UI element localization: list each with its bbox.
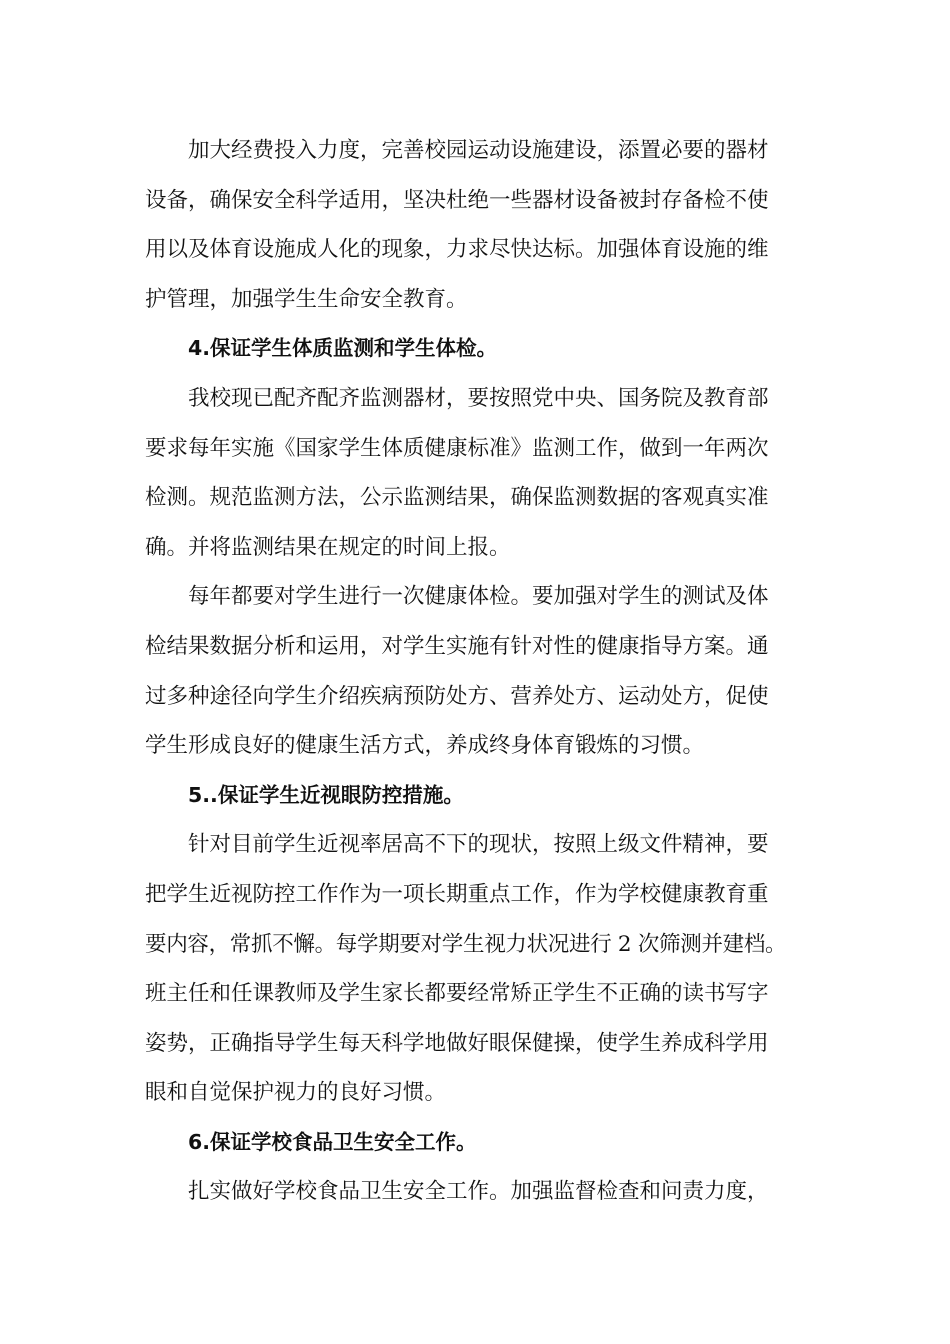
paragraph-line: 过多种途径向学生介绍疾病预防处方、营养处方、运动处方，促使	[145, 683, 769, 709]
paragraph-line: 护管理，加强学生生命安全教育。	[145, 286, 468, 312]
paragraph-line: 我校现已配齐配齐监测器材，要按照党中央、国务院及教育部	[188, 385, 769, 411]
paragraph-line: 检测。规范监测方法，公示监测结果，确保监测数据的客观真实准	[145, 485, 769, 511]
paragraph-line: 设备，确保安全科学适用，坚决杜绝一些器材设备被封存备检不使	[145, 187, 769, 213]
section-heading: 6.保证学校食品卫生安全工作。	[188, 1129, 477, 1154]
paragraph-line: 检结果数据分析和运用，对学生实施有针对性的健康指导方案。通	[145, 633, 769, 659]
section-heading: 4.保证学生体质监测和学生体检。	[188, 336, 498, 361]
section-heading: 5..保证学生近视眼防控措施。	[188, 782, 464, 807]
paragraph-line: 把学生近视防控工作作为一项长期重点工作，作为学校健康教育重	[145, 881, 769, 907]
paragraph-line: 要内容，常抓不懈。每学期要对学生视力状况进行 2 次筛测并建档。	[145, 931, 787, 957]
document-body	[145, 126, 825, 1217]
paragraph-line: 学生形成良好的健康生活方式，养成终身体育锻炼的习惯。	[145, 733, 705, 759]
paragraph-line: 加大经费投入力度，完善校园运动设施建设，添置必要的器材	[188, 138, 769, 163]
paragraph-line: 班主任和任课教师及学生家长都要经常矫正学生不正确的读书写字	[145, 981, 769, 1007]
paragraph-line: 用以及体育设施成人化的现象，力求尽快达标。加强体育设施的维	[145, 237, 769, 263]
paragraph-line: 针对目前学生近视率居高不下的现状，按照上级文件精神，要	[188, 832, 769, 858]
paragraph-line: 每年都要对学生进行一次健康体检。要加强对学生的测试及体	[188, 584, 769, 610]
paragraph-line: 要求每年实施《国家学生体质健康标准》监测工作，做到一年两次	[145, 435, 769, 461]
paragraph-line: 确。并将监测结果在规定的时间上报。	[145, 534, 511, 560]
paragraph-line: 扎实做好学校食品卫生安全工作。加强监督检查和问责力度，	[188, 1179, 769, 1205]
paragraph-line: 姿势，正确指导学生每天科学地做好眼保健操，使学生养成科学用	[145, 1030, 769, 1056]
paragraph-line: 眼和自觉保护视力的良好习惯。	[145, 1080, 447, 1106]
